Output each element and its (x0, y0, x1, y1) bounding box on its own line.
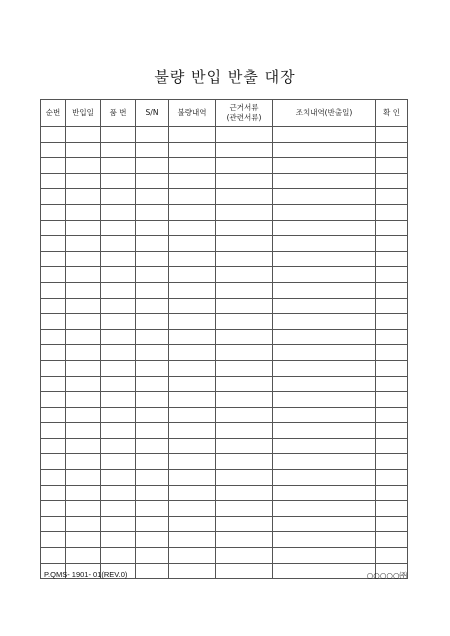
table-cell[interactable] (376, 501, 408, 517)
table-cell[interactable] (66, 220, 101, 236)
table-row (41, 470, 408, 486)
table-cell[interactable] (216, 267, 273, 283)
table-cell[interactable] (66, 392, 101, 408)
col-header-part-no: 품 번 (101, 100, 136, 127)
table-cell[interactable] (169, 516, 216, 532)
table-cell[interactable] (136, 548, 169, 564)
table-cell[interactable] (273, 142, 376, 158)
table-cell[interactable] (169, 392, 216, 408)
table-cell[interactable] (136, 501, 169, 517)
table-row (41, 189, 408, 205)
table-cell[interactable] (376, 485, 408, 501)
table-cell[interactable] (41, 470, 66, 486)
table-cell[interactable] (66, 548, 101, 564)
table-cell[interactable] (216, 438, 273, 454)
table-row (41, 501, 408, 517)
table-cell[interactable] (41, 329, 66, 345)
table-cell[interactable] (66, 470, 101, 486)
table-cell[interactable] (101, 204, 136, 220)
table-cell[interactable] (376, 204, 408, 220)
table-cell[interactable] (216, 204, 273, 220)
table-cell[interactable] (41, 142, 66, 158)
table-cell[interactable] (216, 158, 273, 174)
table-cell[interactable] (216, 485, 273, 501)
table-cell[interactable] (136, 516, 169, 532)
table-cell[interactable] (216, 516, 273, 532)
table-row (41, 345, 408, 361)
table-cell[interactable] (216, 548, 273, 564)
table-cell[interactable] (273, 314, 376, 330)
table-cell[interactable] (136, 236, 169, 252)
table-cell[interactable] (273, 236, 376, 252)
table-cell[interactable] (376, 392, 408, 408)
table-cell[interactable] (273, 204, 376, 220)
table-cell[interactable] (66, 423, 101, 439)
table-cell[interactable] (101, 329, 136, 345)
table-row (41, 329, 408, 345)
table-cell[interactable] (101, 532, 136, 548)
table-cell[interactable] (216, 407, 273, 423)
table-cell[interactable] (216, 220, 273, 236)
table-cell[interactable] (41, 236, 66, 252)
table-cell[interactable] (101, 314, 136, 330)
table-cell[interactable] (169, 236, 216, 252)
table-cell[interactable] (216, 392, 273, 408)
table-cell[interactable] (216, 298, 273, 314)
table-row (41, 516, 408, 532)
table-cell[interactable] (101, 423, 136, 439)
table-cell[interactable] (101, 298, 136, 314)
table-cell[interactable] (273, 407, 376, 423)
table-cell[interactable] (136, 360, 169, 376)
table-row (41, 173, 408, 189)
table-cell[interactable] (376, 127, 408, 143)
table-cell[interactable] (376, 360, 408, 376)
table-cell[interactable] (216, 360, 273, 376)
table-cell[interactable] (169, 345, 216, 361)
table-cell[interactable] (376, 236, 408, 252)
table-cell[interactable] (66, 501, 101, 517)
table-cell[interactable] (101, 220, 136, 236)
table-row (41, 548, 408, 564)
table-cell[interactable] (41, 407, 66, 423)
table-cell[interactable] (66, 142, 101, 158)
table-cell[interactable] (169, 158, 216, 174)
table-cell[interactable] (273, 470, 376, 486)
table-cell[interactable] (169, 501, 216, 517)
table-cell[interactable] (66, 158, 101, 174)
table-cell[interactable] (273, 485, 376, 501)
table-cell[interactable] (101, 407, 136, 423)
table-cell[interactable] (66, 204, 101, 220)
table-cell[interactable] (376, 516, 408, 532)
col-header-evidence: 근거서류 (관련서류) (216, 100, 273, 127)
table-row (41, 423, 408, 439)
table-cell[interactable] (66, 236, 101, 252)
table-cell[interactable] (101, 548, 136, 564)
table-row (41, 438, 408, 454)
table-cell[interactable] (169, 298, 216, 314)
table-cell[interactable] (273, 220, 376, 236)
table-cell[interactable] (169, 454, 216, 470)
table-cell[interactable] (136, 189, 169, 205)
table-row (41, 376, 408, 392)
table-cell[interactable] (169, 251, 216, 267)
table-cell[interactable] (66, 251, 101, 267)
table-cell[interactable] (216, 454, 273, 470)
table-cell[interactable] (376, 282, 408, 298)
table-row (41, 298, 408, 314)
table-cell[interactable] (66, 407, 101, 423)
table-row (41, 314, 408, 330)
table-row (41, 454, 408, 470)
table-cell[interactable] (273, 282, 376, 298)
table-cell[interactable] (216, 532, 273, 548)
table-cell[interactable] (101, 142, 136, 158)
table-cell[interactable] (101, 251, 136, 267)
table-cell[interactable] (101, 392, 136, 408)
table-cell[interactable] (136, 251, 169, 267)
ledger-body (41, 127, 408, 579)
table-cell[interactable] (169, 189, 216, 205)
table-row (41, 392, 408, 408)
table-cell[interactable] (136, 282, 169, 298)
table-cell[interactable] (216, 563, 273, 579)
table-cell[interactable] (41, 173, 66, 189)
col-header-confirm: 확 인 (376, 100, 408, 127)
table-cell[interactable] (66, 314, 101, 330)
table-cell[interactable] (136, 563, 169, 579)
table-cell[interactable] (273, 360, 376, 376)
table-cell[interactable] (136, 345, 169, 361)
table-cell[interactable] (136, 392, 169, 408)
col-header-serial: S/N (136, 100, 169, 127)
table-cell[interactable] (216, 173, 273, 189)
table-row (41, 532, 408, 548)
table-cell[interactable] (136, 204, 169, 220)
table-cell[interactable] (101, 360, 136, 376)
table-cell[interactable] (376, 220, 408, 236)
table-cell[interactable] (216, 314, 273, 330)
table-cell[interactable] (169, 173, 216, 189)
table-cell[interactable] (136, 314, 169, 330)
table-cell[interactable] (66, 173, 101, 189)
table-cell[interactable] (41, 127, 66, 143)
table-cell[interactable] (216, 345, 273, 361)
table-cell[interactable] (41, 314, 66, 330)
table-cell[interactable] (41, 345, 66, 361)
table-cell[interactable] (216, 470, 273, 486)
table-cell[interactable] (273, 548, 376, 564)
table-cell[interactable] (41, 251, 66, 267)
table-cell[interactable] (216, 236, 273, 252)
table-row (41, 158, 408, 174)
table-cell[interactable] (273, 423, 376, 439)
table-cell[interactable] (273, 501, 376, 517)
table-row (41, 204, 408, 220)
table-cell[interactable] (41, 282, 66, 298)
table-cell[interactable] (273, 329, 376, 345)
table-cell[interactable] (136, 532, 169, 548)
table-cell[interactable] (273, 454, 376, 470)
table-cell[interactable] (41, 516, 66, 532)
table-cell[interactable] (169, 329, 216, 345)
table-cell[interactable] (273, 298, 376, 314)
header-row (41, 100, 408, 127)
table-cell[interactable] (66, 189, 101, 205)
table-cell[interactable] (169, 220, 216, 236)
table-cell[interactable] (273, 563, 376, 579)
table-cell[interactable] (66, 267, 101, 283)
table-cell[interactable] (273, 516, 376, 532)
table-cell[interactable] (66, 438, 101, 454)
table-cell[interactable] (376, 407, 408, 423)
table-cell[interactable] (101, 438, 136, 454)
table-cell[interactable] (273, 267, 376, 283)
table-row (41, 360, 408, 376)
table-cell[interactable] (169, 548, 216, 564)
table-cell[interactable] (101, 127, 136, 143)
table-row (41, 282, 408, 298)
table-cell[interactable] (376, 251, 408, 267)
table-cell[interactable] (376, 345, 408, 361)
ledger-table (40, 99, 408, 579)
col-header-action: 조치내역(반출일) (273, 100, 376, 127)
table-cell[interactable] (216, 251, 273, 267)
table-cell[interactable] (376, 142, 408, 158)
table-cell[interactable] (41, 423, 66, 439)
table-cell[interactable] (41, 204, 66, 220)
table-row (41, 267, 408, 283)
table-cell[interactable] (41, 298, 66, 314)
table-cell[interactable] (376, 423, 408, 439)
table-cell[interactable] (169, 470, 216, 486)
table-cell[interactable] (273, 251, 376, 267)
table-cell[interactable] (376, 376, 408, 392)
table-cell[interactable] (136, 438, 169, 454)
table-cell[interactable] (273, 345, 376, 361)
table-cell[interactable] (216, 189, 273, 205)
table-cell[interactable] (101, 345, 136, 361)
table-cell[interactable] (169, 563, 216, 579)
table-row (41, 407, 408, 423)
table-cell[interactable] (376, 470, 408, 486)
table-cell[interactable] (376, 532, 408, 548)
table-cell[interactable] (41, 548, 66, 564)
table-cell[interactable] (101, 267, 136, 283)
col-header-in-date: 반입일 (66, 100, 101, 127)
table-row (41, 220, 408, 236)
table-cell[interactable] (136, 142, 169, 158)
table-cell[interactable] (273, 127, 376, 143)
table-cell[interactable] (273, 438, 376, 454)
table-cell[interactable] (169, 407, 216, 423)
table-cell[interactable] (216, 376, 273, 392)
table-cell[interactable] (376, 267, 408, 283)
table-row (41, 485, 408, 501)
table-cell[interactable] (66, 127, 101, 143)
table-cell[interactable] (376, 298, 408, 314)
table-cell[interactable] (169, 282, 216, 298)
table-cell[interactable] (101, 501, 136, 517)
table-cell[interactable] (136, 220, 169, 236)
table-cell[interactable] (376, 189, 408, 205)
table-cell[interactable] (41, 360, 66, 376)
table-cell[interactable] (136, 267, 169, 283)
table-cell[interactable] (41, 438, 66, 454)
table-cell[interactable] (41, 376, 66, 392)
table-cell[interactable] (216, 329, 273, 345)
table-cell[interactable] (376, 329, 408, 345)
table-cell[interactable] (376, 173, 408, 189)
table-cell[interactable] (169, 532, 216, 548)
table-cell[interactable] (101, 376, 136, 392)
table-cell[interactable] (101, 516, 136, 532)
table-cell[interactable] (41, 485, 66, 501)
table-cell[interactable] (169, 423, 216, 439)
table-cell[interactable] (273, 376, 376, 392)
table-cell[interactable] (101, 158, 136, 174)
table-cell[interactable] (41, 267, 66, 283)
table-cell[interactable] (136, 485, 169, 501)
table-cell[interactable] (66, 516, 101, 532)
table-cell[interactable] (41, 454, 66, 470)
table-cell[interactable] (169, 314, 216, 330)
table-cell[interactable] (66, 345, 101, 361)
table-cell[interactable] (66, 485, 101, 501)
table-cell[interactable] (169, 485, 216, 501)
table-cell[interactable] (376, 438, 408, 454)
table-cell[interactable] (41, 501, 66, 517)
table-cell[interactable] (273, 189, 376, 205)
table-cell[interactable] (216, 423, 273, 439)
document-title: 불량 반입 반출 대장 (154, 68, 296, 86)
table-cell[interactable] (273, 158, 376, 174)
table-cell[interactable] (376, 454, 408, 470)
table-cell[interactable] (216, 282, 273, 298)
table-cell[interactable] (136, 454, 169, 470)
table-cell[interactable] (273, 173, 376, 189)
table-cell[interactable] (136, 158, 169, 174)
table-cell[interactable] (136, 298, 169, 314)
table-cell[interactable] (136, 173, 169, 189)
table-cell[interactable] (216, 142, 273, 158)
table-cell[interactable] (136, 423, 169, 439)
company-name: ○○○○○㈜ (366, 571, 407, 580)
table-row (41, 142, 408, 158)
table-cell[interactable] (216, 501, 273, 517)
table-cell[interactable] (136, 376, 169, 392)
table-cell[interactable] (169, 204, 216, 220)
table-cell[interactable] (66, 532, 101, 548)
table-cell[interactable] (376, 314, 408, 330)
table-cell[interactable] (136, 407, 169, 423)
table-cell[interactable] (376, 158, 408, 174)
table-row (41, 251, 408, 267)
table-cell[interactable] (101, 173, 136, 189)
form-code: P.QMS- 1901- 01(REV.0) (44, 570, 128, 579)
table-cell[interactable] (66, 282, 101, 298)
table-cell[interactable] (216, 127, 273, 143)
table-cell[interactable] (41, 189, 66, 205)
table-row (41, 236, 408, 252)
table-cell[interactable] (66, 454, 101, 470)
table-cell[interactable] (101, 454, 136, 470)
table-cell[interactable] (273, 392, 376, 408)
table-cell[interactable] (376, 548, 408, 564)
table-cell[interactable] (101, 189, 136, 205)
table-cell[interactable] (169, 438, 216, 454)
table-cell[interactable] (41, 532, 66, 548)
col-header-defect: 불량내역 (169, 100, 216, 127)
table-cell[interactable] (41, 158, 66, 174)
table-cell[interactable] (66, 329, 101, 345)
table-cell[interactable] (66, 298, 101, 314)
table-cell[interactable] (169, 376, 216, 392)
table-cell[interactable] (41, 392, 66, 408)
table-cell[interactable] (136, 329, 169, 345)
table-cell[interactable] (101, 236, 136, 252)
table-cell[interactable] (41, 220, 66, 236)
table-cell[interactable] (273, 532, 376, 548)
table-cell[interactable] (169, 267, 216, 283)
table-cell[interactable] (136, 470, 169, 486)
table-row (41, 127, 408, 143)
table-cell[interactable] (66, 360, 101, 376)
table-cell[interactable] (101, 282, 136, 298)
table-cell[interactable] (101, 485, 136, 501)
table-cell[interactable] (136, 127, 169, 143)
table-cell[interactable] (169, 360, 216, 376)
table-cell[interactable] (101, 470, 136, 486)
col-header-seq: 순번 (41, 100, 66, 127)
table-cell[interactable] (169, 127, 216, 143)
table-cell[interactable] (169, 142, 216, 158)
table-cell[interactable] (66, 376, 101, 392)
